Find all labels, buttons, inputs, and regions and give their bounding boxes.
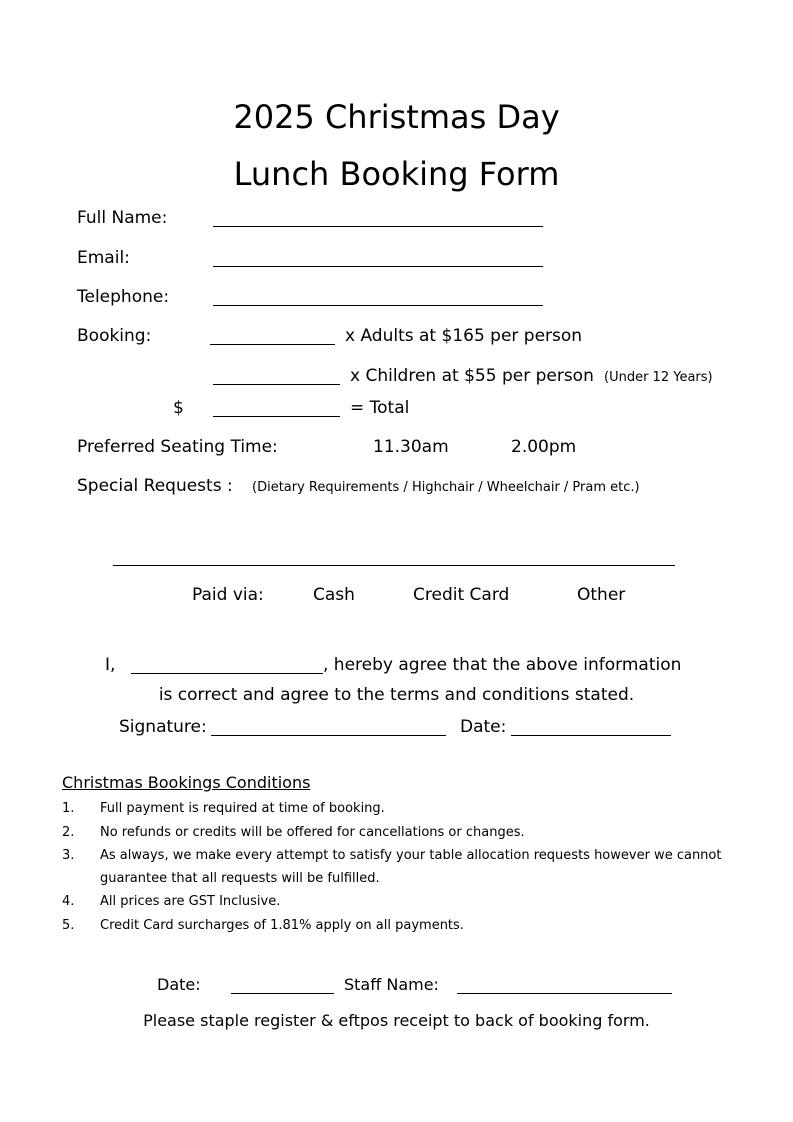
agreement-line-1: , hereby agree that the above information <box>323 655 682 675</box>
children-count-field[interactable] <box>213 384 340 385</box>
telephone-field[interactable] <box>213 305 543 306</box>
children-price-text: x Children at $55 per person <box>350 366 594 386</box>
agreement-prefix: I, <box>105 655 116 675</box>
seating-option-1130[interactable]: 11.30am <box>373 437 449 457</box>
special-requests-note: (Dietary Requirements / Highchair / Wheelchair / Pram etc.) <box>252 480 640 495</box>
staff-name-field[interactable] <box>457 993 672 994</box>
condition-text: Credit Card surcharges of 1.81% apply on all payments. <box>100 918 464 933</box>
total-field[interactable] <box>213 416 340 417</box>
dollar-sign: $ <box>173 398 184 418</box>
agreement-date-label: Date: <box>460 717 507 737</box>
seating-option-200[interactable]: 2.00pm <box>511 437 577 457</box>
full-name-field[interactable] <box>213 226 543 227</box>
adults-count-field[interactable] <box>210 344 335 345</box>
agreement-line-2: is correct and agree to the terms and conditions stated. <box>158 685 635 705</box>
agreement-name-field[interactable] <box>131 673 323 674</box>
special-requests-field[interactable] <box>113 565 675 566</box>
telephone-label: Telephone: <box>77 287 170 307</box>
total-label: = Total <box>350 398 410 418</box>
special-requests-label: Special Requests : <box>77 476 233 496</box>
condition-number: 3. <box>62 848 75 863</box>
condition-text-continued: guarantee that all requests will be fulfilled. <box>100 871 380 886</box>
payment-option-other[interactable]: Other <box>577 585 626 605</box>
condition-number: 1. <box>62 801 75 816</box>
signature-label: Signature: <box>119 717 207 737</box>
condition-text: As always, we make every attempt to satisfy your table allocation requests however we cannot <box>100 848 722 863</box>
agreement-date-field[interactable] <box>511 735 671 736</box>
form-subtitle: Lunch Booking Form <box>233 155 560 193</box>
email-field[interactable] <box>213 266 543 267</box>
condition-text: Full payment is required at time of booking. <box>100 801 385 816</box>
condition-number: 5. <box>62 918 75 933</box>
staple-note: Please staple register & eftpos receipt to back of booking form. <box>143 1011 650 1030</box>
full-name-label: Full Name: <box>77 208 168 228</box>
conditions-title: Christmas Bookings Conditions <box>62 773 311 792</box>
payment-option-credit-card[interactable]: Credit Card <box>413 585 510 605</box>
form-title: 2025 Christmas Day <box>233 98 560 136</box>
condition-number: 2. <box>62 825 75 840</box>
signature-field[interactable] <box>211 735 446 736</box>
staff-date-field[interactable] <box>231 993 334 994</box>
seating-label: Preferred Seating Time: <box>77 437 278 457</box>
condition-text: All prices are GST Inclusive. <box>100 894 281 909</box>
booking-label: Booking: <box>77 326 152 346</box>
staff-name-label: Staff Name: <box>344 975 439 994</box>
children-age-note: (Under 12 Years) <box>604 370 713 385</box>
condition-number: 4. <box>62 894 75 909</box>
staff-date-label: Date: <box>157 975 201 994</box>
paid-via-label: Paid via: <box>192 585 264 605</box>
email-label: Email: <box>77 248 130 268</box>
condition-text: No refunds or credits will be offered for cancellations or changes. <box>100 825 525 840</box>
payment-option-cash[interactable]: Cash <box>313 585 355 605</box>
adults-price-text: x Adults at $165 per person <box>345 326 583 346</box>
